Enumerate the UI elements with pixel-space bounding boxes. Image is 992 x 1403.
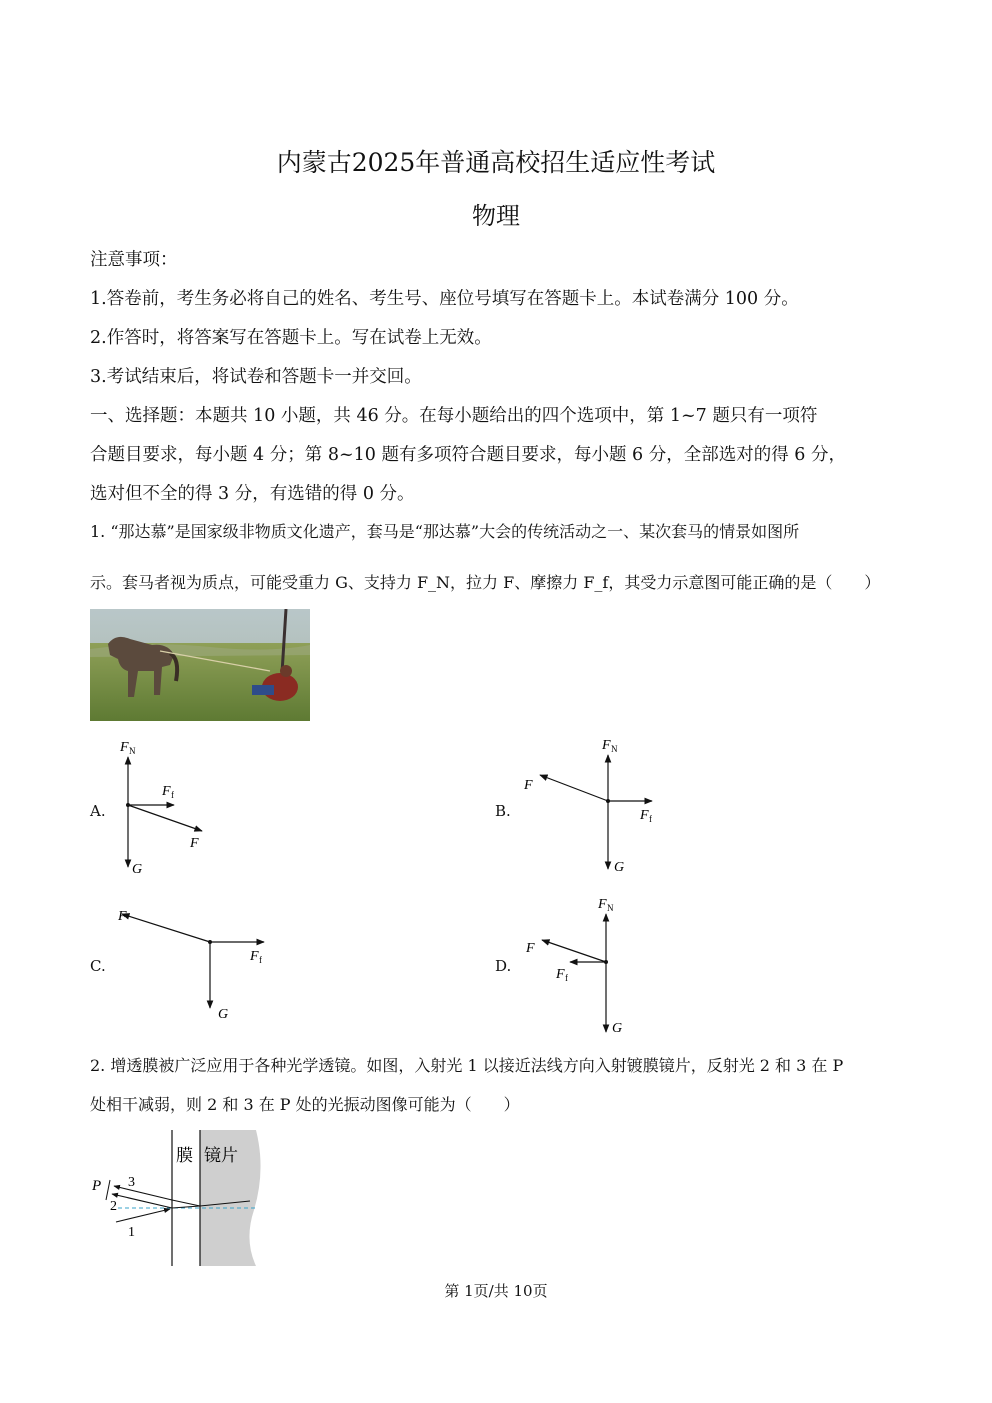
svg-text:镜片: 镜片 (204, 1146, 238, 1165)
question-2-line-1: 2. 增透膜被广泛应用于各种光学透镜。如图，入射光 1 以接近法线方向入射镀膜镜片，反射光 2 和 3 在 P (90, 1056, 844, 1075)
notice-item-1: 1.答卷前，考生务必将自己的姓名、考生号、座位号填写在答题卡上。本试卷满分 100 分。 (90, 289, 799, 309)
notice-item-2: 2.作答时，将答案写在答题卡上。写在试卷上无效。 (90, 328, 492, 348)
svg-text:F: F (598, 897, 607, 912)
section-instructions-line-3: 选对但不全的得 3 分，有选错的得 0 分。 (90, 484, 415, 504)
section-instructions-line-1: 一、选择题：本题共 10 小题，共 46 分。在每小题给出的四个选项中，第 1~7 题只有一项符 (90, 406, 818, 426)
svg-text:膜: 膜 (176, 1146, 193, 1165)
svg-text:F: F (640, 808, 649, 823)
svg-text:G: G (612, 1021, 623, 1036)
point-p-label: P (92, 1178, 102, 1194)
svg-text:f: f (649, 814, 652, 824)
svg-text:f: f (565, 973, 568, 983)
svg-text:F: F (250, 949, 259, 964)
svg-text:F: F (118, 909, 127, 924)
question-2-line-2: 处相干减弱，则 2 和 3 在 P 处的光振动图像可能为（ ） (90, 1095, 520, 1114)
option-a-label[interactable]: A. (90, 802, 106, 820)
svg-text:F: F (556, 967, 565, 982)
page-footer: 第 1页/共 10页 (444, 1282, 548, 1300)
svg-text:N: N (611, 744, 618, 754)
svg-text:G: G (614, 860, 625, 875)
svg-text:G: G (218, 1007, 229, 1022)
option-b-force-diagram (518, 735, 663, 887)
exam-title: 内蒙古2025年普通高校招生适应性考试 (276, 148, 716, 177)
option-b-label[interactable]: B. (495, 802, 511, 820)
svg-text:F: F (602, 738, 611, 753)
svg-text:F: F (524, 778, 533, 793)
option-a-force-diagram (112, 735, 222, 887)
svg-text:3: 3 (128, 1175, 135, 1190)
notice-item-3: 3.考试结束后，将试卷和答题卡一并交回。 (90, 367, 422, 387)
svg-text:F: F (190, 836, 199, 851)
svg-text:F: F (162, 784, 171, 799)
question-1-line-2: 示。套马者视为质点，可能受重力 G、支持力 F_N，拉力 F、摩擦力 F_f，其受力示意图可能正确的是（ ） (90, 573, 881, 592)
film-lens-diagram (88, 1130, 278, 1274)
svg-text:F: F (120, 740, 129, 755)
subject-title: 物理 (472, 202, 520, 230)
svg-text:N: N (607, 903, 614, 913)
svg-text:N: N (129, 746, 136, 756)
svg-text:1: 1 (128, 1225, 135, 1240)
svg-text:f: f (171, 790, 174, 800)
svg-text:F: F (526, 941, 535, 956)
section-instructions-line-2: 合题目要求，每小题 4 分；第 8~10 题有多项符合题目要求，每小题 6 分，全部选对的得 6 分， (90, 445, 846, 465)
option-c-force-diagram (112, 900, 272, 1028)
option-d-force-diagram (518, 890, 638, 1042)
svg-text:G: G (132, 862, 143, 877)
notice-heading: 注意事项： (90, 250, 178, 270)
option-c-label[interactable]: C. (90, 957, 106, 975)
svg-text:2: 2 (110, 1199, 117, 1214)
horse-lasso-photo (90, 609, 310, 721)
svg-text:f: f (259, 955, 262, 965)
option-d-label[interactable]: D. (495, 957, 512, 975)
question-1-line-1: 1. “那达慕”是国家级非物质文化遗产，套马是“那达慕”大会的传统活动之一、某次套马的情景如图所 (90, 522, 800, 541)
